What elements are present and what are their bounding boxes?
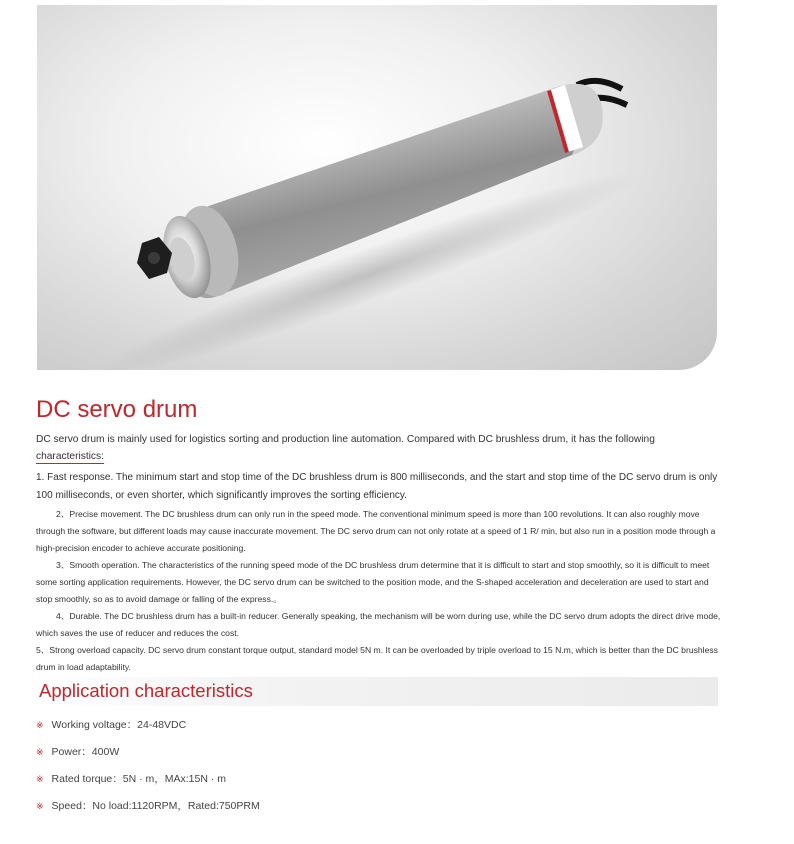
spec-item [36,718,186,732]
spec-working-voltage: Working voltage：24-48VDC [51,719,187,731]
spec-marker: ※ [36,747,44,757]
spec-item [36,799,260,813]
spec-power: Power：400W [51,746,120,758]
point-smooth-operation: 3、Smooth operation. The characteristics of the running speed mode of the DC brushless drum determine that it is difficult to start and stop smoothly, so it is difficult to meet some sorting application requirements. However, the DC servo drum can be switched to the position mode, and the S-shaped acceleration and deceleration are used to start and stop smoothly, so as to avoid damage or falling of the express.。 [36,560,710,604]
page-title: DC servo drum [36,396,198,423]
point-fast-response: 1. Fast response. The minimum start and stop time of the DC brushless drum is 800 milliseconds, and the start and stop time of the DC servo drum is only 100 milliseconds, or even shorter, which significantly improves the sorting efficiency. [36,472,718,501]
application-title: Application characteristics [39,680,253,701]
spec-marker: ※ [36,720,44,730]
intro-text: DC servo drum is mainly used for logistics sorting and production line automation. Compared with DC brushless drum, it has the following [36,434,655,445]
point-durable: 4、Durable. The DC brushless drum has a built-in reducer. Generally speaking, the mechanism will be worn during use, while the DC servo drum adopts the direct drive mode, which saves the use of reducer and reduces the cost. [36,611,721,638]
point-precise-movement: 2、Precise movement. The DC brushless drum can only run in the speed mode. The conventional minimum speed is more than 100 revolutions. It can also roughly move through the software, but different loads may cause inaccurate movement. The DC servo drum can not only rotate at a speed of 1 R/ min, but also run in a position mode through a high-precision encoder to achieve accurate positioning. [36,509,716,553]
spec-item [36,772,226,786]
spec-marker: ※ [36,774,44,784]
spec-rated-torque: Rated torque：5N · m，MAx:15N · m [51,773,227,785]
servo-drum-illustration [37,5,717,370]
intro-paragraph [36,431,716,465]
spec-marker: ※ [36,801,44,811]
point-overload-capacity: 5、Strong overload capacity. DC servo drum constant torque output, standard model 5N m. It can be overloaded by triple overload to 15 N.m, which is better than the DC brushless drum in load adaptability. [36,645,718,672]
intro-underlined-text: characteristics: [36,451,104,462]
spec-speed: Speed：No load:1120RPM，Rated:750PRM [51,800,260,812]
product-photo [37,5,717,370]
spec-item [36,745,119,759]
